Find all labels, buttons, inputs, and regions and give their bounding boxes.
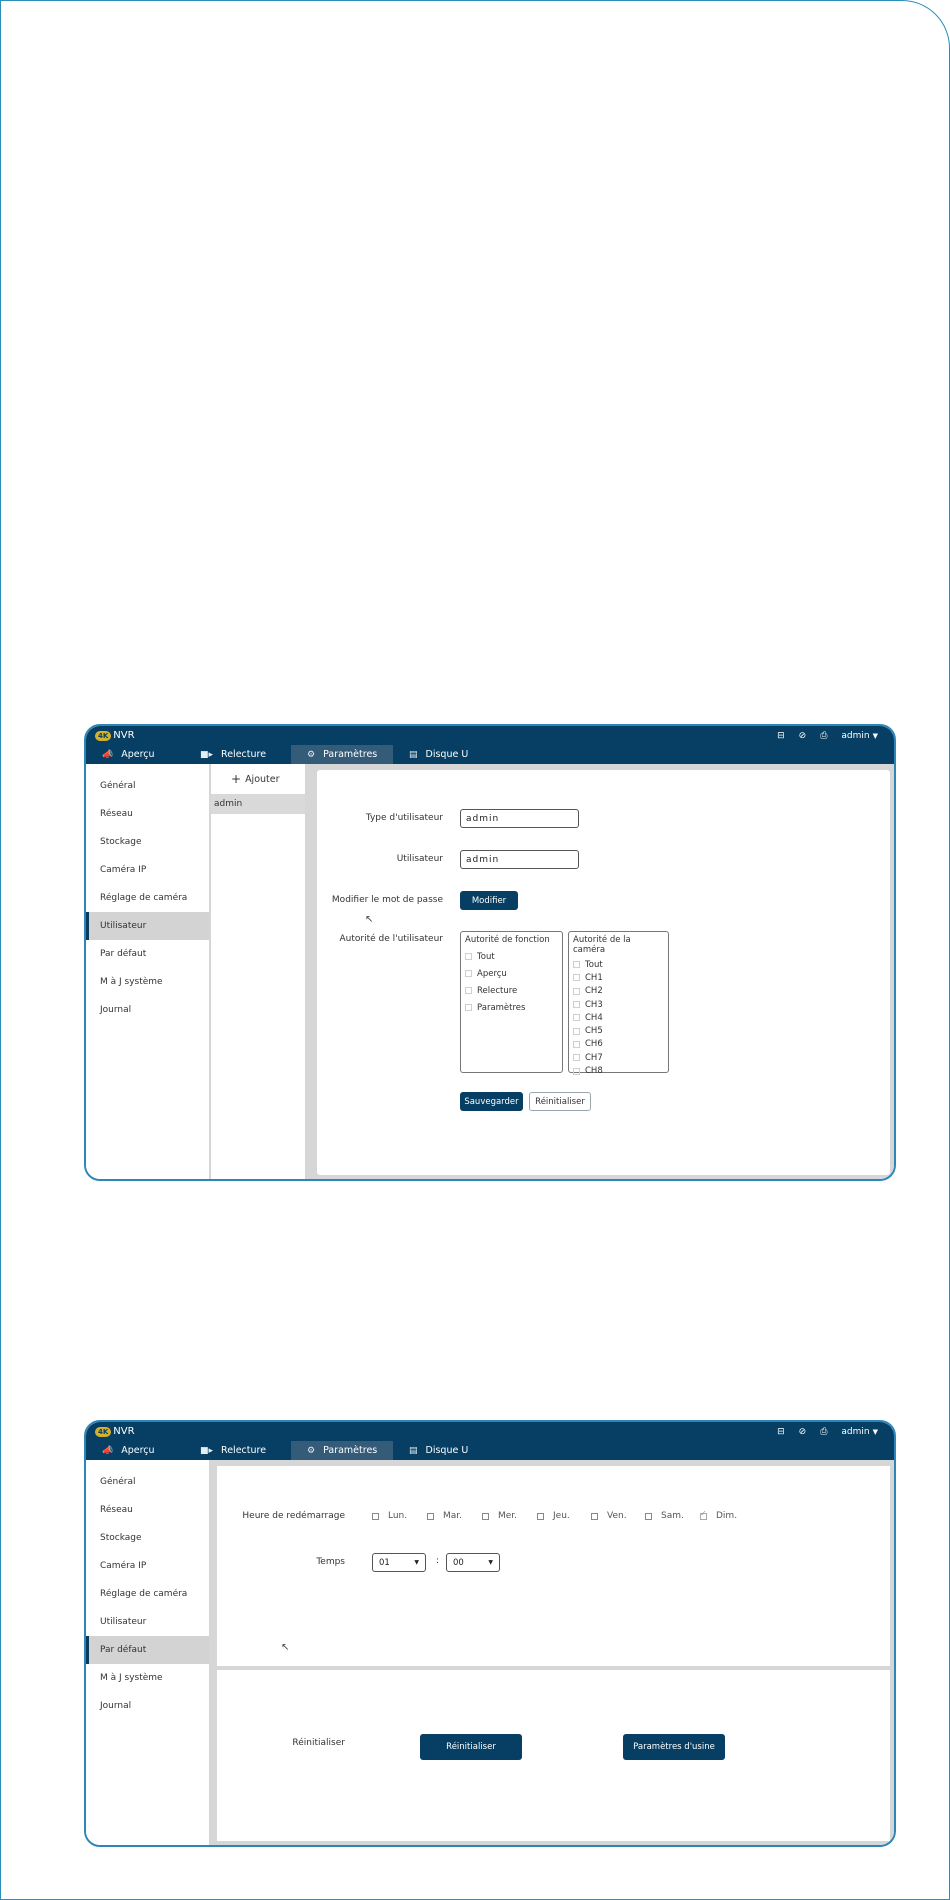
checkbox[interactable] — [573, 1028, 580, 1035]
tab-label: Disque U — [425, 749, 469, 760]
tab-label: Aperçu — [121, 1445, 155, 1456]
function-authority-title: Autorité de fonction — [465, 935, 550, 945]
checkbox[interactable] — [573, 1068, 580, 1075]
hour-select[interactable] — [372, 1553, 426, 1572]
nvr-window-default — [84, 1420, 896, 1847]
sidebar-item-par-defaut[interactable]: Par défaut — [86, 1636, 209, 1664]
reset-button[interactable]: Réinitialiser — [420, 1734, 522, 1760]
top-bar — [86, 1422, 894, 1460]
user-menu[interactable] — [841, 731, 878, 741]
user-menu[interactable] — [841, 1427, 878, 1437]
megaphone-icon: 📣 — [102, 1445, 114, 1456]
tab-label: Disque U — [425, 1445, 469, 1456]
sidebar-item-reglage-camera[interactable]: Réglage de caméra — [100, 1589, 188, 1599]
function-authority-item[interactable] — [461, 982, 562, 999]
sidebar-item-stockage[interactable]: Stockage — [100, 837, 142, 847]
checkbox[interactable] — [573, 988, 580, 995]
tab-parametres[interactable] — [291, 745, 393, 764]
sidebar-item-general[interactable]: Général — [100, 781, 136, 791]
camera-authority-item[interactable] — [569, 985, 668, 998]
camera-authority-item[interactable] — [569, 1051, 668, 1064]
camera-authority-item[interactable] — [569, 998, 668, 1011]
time-label: Temps — [316, 1557, 345, 1567]
function-authority-box — [460, 931, 563, 1073]
gear-icon: ⚙ — [307, 749, 316, 760]
checkbox[interactable] — [537, 1513, 544, 1520]
tab-apercu[interactable] — [86, 745, 186, 764]
camera-authority-item[interactable] — [569, 1024, 668, 1037]
camera-authority-item[interactable] — [569, 1064, 668, 1077]
tab-disque-u[interactable] — [393, 1441, 483, 1460]
sidebar-item-reseau[interactable]: Réseau — [100, 1505, 133, 1515]
megaphone-icon: 📣 — [102, 749, 114, 760]
top-right-tools — [777, 731, 878, 741]
checkbox-checked[interactable] — [700, 1513, 707, 1520]
tab-relecture[interactable] — [186, 1441, 291, 1460]
mouse-cursor-icon: ↖ — [365, 914, 374, 925]
sidebar-item-journal[interactable]: Journal — [100, 1005, 132, 1015]
checkbox[interactable] — [482, 1513, 489, 1520]
checkbox[interactable] — [372, 1513, 379, 1520]
day-label: Jeu. — [553, 1511, 570, 1521]
camera-authority-item[interactable] — [569, 958, 668, 971]
day-label: Lun. — [388, 1511, 408, 1521]
sidebar-item-par-defaut[interactable]: Par défaut — [100, 949, 147, 959]
day-label: Mer. — [498, 1511, 518, 1521]
top-right-tools — [777, 1427, 878, 1437]
tab-label: Paramètres — [323, 1445, 378, 1456]
day-label: Sam. — [661, 1511, 684, 1521]
camera-authority-item-label: CH8 — [585, 1066, 603, 1077]
logout-icon[interactable]: ⎙ — [820, 731, 828, 741]
settings-sidebar — [86, 764, 211, 1179]
sidebar-item-journal[interactable]: Journal — [100, 1701, 132, 1711]
user-authority-label: Autorité de l'utilisateur — [339, 934, 443, 944]
camera-authority-item-label: CH1 — [585, 972, 603, 983]
gear-icon: ⚙ — [307, 1445, 316, 1456]
user-list-panel — [211, 764, 311, 1179]
checkbox[interactable] — [591, 1513, 598, 1520]
chevron-down-icon: ▼ — [872, 732, 878, 740]
sidebar-item-camera-ip[interactable]: Caméra IP — [100, 865, 147, 875]
function-authority-item[interactable] — [461, 948, 562, 965]
sidebar-item-reglage-camera[interactable]: Réglage de caméra — [100, 893, 188, 903]
modify-password-button[interactable]: Modifier — [460, 891, 518, 910]
camera-authority-item-label: CH2 — [585, 986, 603, 997]
camera-authority-item-label: CH6 — [585, 1039, 603, 1050]
camera-authority-title: Autorité de la caméra — [573, 935, 631, 955]
checkbox[interactable] — [465, 987, 472, 994]
user-main-area — [311, 764, 894, 1179]
chevron-down-icon: ▼ — [872, 1428, 878, 1436]
day-friday[interactable] — [591, 1511, 627, 1521]
checkbox[interactable] — [465, 1004, 472, 1011]
checkbox[interactable] — [573, 1041, 580, 1048]
day-sunday[interactable] — [700, 1511, 737, 1521]
tab-disque-u[interactable] — [393, 745, 483, 764]
checkbox[interactable] — [465, 953, 472, 960]
function-authority-item-label: Aperçu — [477, 968, 507, 979]
user-type-label: Type d'utilisateur — [365, 813, 443, 823]
logo-badge: 4K — [95, 731, 111, 741]
window-icon[interactable]: ⊟ — [777, 731, 785, 741]
sidebar-item-utilisateur[interactable]: Utilisateur — [100, 1617, 147, 1627]
settings-sidebar — [86, 1460, 211, 1845]
username-label: Utilisateur — [396, 854, 443, 864]
add-user-button[interactable] — [211, 764, 305, 794]
tab-label: Relecture — [221, 749, 267, 760]
main-tabs — [86, 745, 483, 764]
usb-disk-icon: ▤ — [409, 1445, 418, 1456]
day-thursday[interactable] — [537, 1511, 570, 1521]
checkbox[interactable] — [573, 1014, 580, 1021]
nvr-window-user — [84, 724, 896, 1181]
checkbox[interactable] — [573, 1054, 580, 1061]
sidebar-item-maj-systeme[interactable]: M à J système — [100, 977, 163, 987]
function-authority-item[interactable] — [461, 965, 562, 982]
sidebar-item-utilisateur[interactable]: Utilisateur — [86, 912, 209, 940]
sidebar-item-reseau[interactable]: Réseau — [100, 809, 133, 819]
user-type-field[interactable] — [460, 809, 579, 828]
user-list-item[interactable]: admin — [211, 794, 305, 814]
top-bar — [86, 726, 894, 764]
tab-parametres[interactable] — [291, 1441, 393, 1460]
sidebar-item-camera-ip[interactable]: Caméra IP — [100, 1561, 147, 1571]
username-field[interactable] — [460, 850, 579, 869]
tab-relecture[interactable] — [186, 745, 291, 764]
reset-button[interactable]: Réinitialiser — [529, 1092, 591, 1111]
mouse-cursor-icon: ↖ — [281, 1642, 290, 1653]
camera-authority-item-label: CH7 — [585, 1052, 603, 1063]
hour-value: 01 — [379, 1557, 390, 1568]
day-monday[interactable] — [372, 1511, 407, 1521]
tab-label: Relecture — [221, 1445, 267, 1456]
checkbox[interactable] — [573, 961, 580, 968]
dropdown-arrow-icon: ▼ — [488, 1559, 493, 1566]
camera-authority-item[interactable] — [569, 1011, 668, 1024]
usb-disk-icon: ▤ — [409, 749, 418, 760]
day-label: Mar. — [443, 1511, 463, 1521]
minute-select[interactable] — [446, 1553, 500, 1572]
camera-authority-item-label: CH4 — [585, 1012, 603, 1023]
camera-authority-item-label: Tout — [585, 959, 603, 970]
video-camera-icon: ■▸ — [200, 749, 214, 760]
camera-authority-item-label: CH3 — [585, 999, 603, 1010]
checkbox[interactable] — [465, 970, 472, 977]
sidebar-item-general[interactable]: Général — [100, 1477, 136, 1487]
minute-value: 00 — [453, 1557, 464, 1568]
checkbox[interactable] — [573, 1001, 580, 1008]
tab-label: Aperçu — [121, 749, 155, 760]
lock-screen-icon[interactable]: ⊘ — [798, 731, 807, 741]
function-authority-item-label: Relecture — [477, 985, 518, 996]
plus-icon: + — [231, 772, 242, 786]
logo-text: NVR — [113, 730, 135, 741]
restart-schedule-panel — [217, 1466, 890, 1666]
day-label: Dim. — [716, 1511, 738, 1521]
day-tuesday[interactable] — [427, 1511, 462, 1521]
function-authority-item-label: Paramètres — [477, 1002, 526, 1013]
checkbox[interactable] — [427, 1513, 434, 1520]
default-main-area — [211, 1460, 894, 1845]
day-label: Ven. — [607, 1511, 627, 1521]
factory-reset-panel — [217, 1670, 890, 1841]
function-authority-item[interactable] — [461, 999, 562, 1016]
add-user-label: Ajouter — [245, 773, 280, 785]
camera-authority-item-label: CH5 — [585, 1026, 603, 1037]
logo — [95, 1426, 135, 1437]
time-separator: : — [436, 1556, 440, 1566]
user-form-panel — [317, 770, 890, 1175]
function-authority-item-label: Tout — [477, 951, 495, 962]
main-tabs — [86, 1441, 483, 1460]
tab-label: Paramètres — [323, 749, 378, 760]
checkbox[interactable] — [645, 1513, 652, 1520]
sidebar-item-stockage[interactable]: Stockage — [100, 1533, 142, 1543]
reset-label: Réinitialiser — [292, 1738, 345, 1748]
window-icon[interactable]: ⊟ — [777, 1427, 785, 1437]
logout-icon[interactable]: ⎙ — [820, 1427, 828, 1437]
factory-settings-button[interactable]: Paramètres d'usine — [623, 1734, 725, 1760]
camera-authority-item[interactable] — [569, 1038, 668, 1051]
camera-authority-box — [568, 931, 669, 1077]
camera-authority-item[interactable] — [569, 971, 668, 984]
logo — [95, 730, 135, 741]
logo-text: NVR — [113, 1426, 135, 1437]
day-wednesday[interactable] — [482, 1511, 517, 1521]
logo-badge: 4K — [95, 1427, 111, 1437]
sidebar-item-maj-systeme[interactable]: M à J système — [100, 1673, 163, 1683]
day-saturday[interactable] — [645, 1511, 684, 1521]
lock-screen-icon[interactable]: ⊘ — [798, 1427, 807, 1437]
dropdown-arrow-icon: ▼ — [414, 1559, 419, 1566]
video-camera-icon: ■▸ — [200, 1445, 214, 1456]
checkbox[interactable] — [573, 974, 580, 981]
user-name: admin — [841, 1427, 870, 1437]
user-name: admin — [841, 731, 870, 741]
restart-time-label: Heure de redémarrage — [242, 1511, 345, 1521]
password-label: Modifier le mot de passe — [331, 895, 443, 905]
save-button[interactable]: Sauvegarder — [460, 1092, 523, 1111]
tab-apercu[interactable] — [86, 1441, 186, 1460]
